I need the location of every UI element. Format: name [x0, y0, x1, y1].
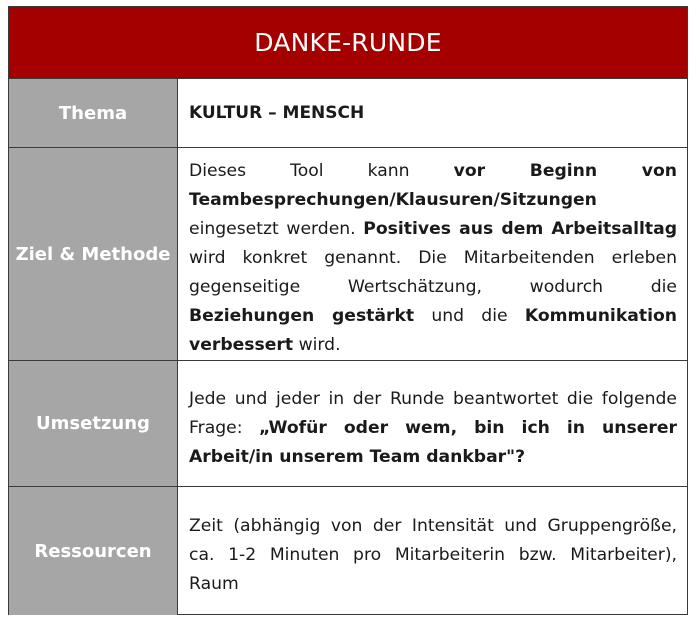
- thema-text: KULTUR – MENSCH: [189, 102, 365, 123]
- ressourcen-text: Zeit (abhängig von der Intensität und Gruppengröße, ca. 1-2 Minuten pro Mitarbeiterin bzw. Mitarbeiter), Raum: [189, 516, 677, 594]
- ziel-text-1: Dieses Tool kann: [189, 161, 454, 181]
- row-ressourcen: [9, 487, 687, 615]
- ziel-text-2: eingesetzt werden.: [189, 219, 364, 239]
- content-ziel-methode: [178, 148, 687, 360]
- umsetzung-text: [189, 385, 677, 472]
- ziel-bold-beziehungen: Beziehungen gestärkt: [189, 306, 415, 326]
- label-umsetzung: Umsetzung: [9, 361, 178, 486]
- ziel-methode-text: [189, 157, 677, 360]
- content-umsetzung: [178, 361, 687, 486]
- ziel-text-5: wird.: [293, 335, 341, 355]
- label-ressourcen: Ressourcen: [9, 487, 178, 615]
- row-thema: [9, 79, 687, 148]
- content-thema: [178, 79, 687, 147]
- ziel-text-3: wird konkret genannt. Die Mitarbeitenden erleben gegenseitige Wertschätzung, wodurch die: [189, 248, 677, 297]
- ziel-bold-timing: vor Beginn von Teambesprechungen/Klausuren/Sitzungen: [189, 161, 677, 210]
- label-thema: Thema: [9, 79, 178, 147]
- method-card: [8, 6, 688, 615]
- card-title: DANKE-RUNDE: [9, 7, 687, 79]
- row-ziel-methode: [9, 148, 687, 361]
- ziel-bold-kommunikation: Kommunikation verbessert: [189, 306, 677, 355]
- content-ressourcen: [178, 487, 687, 615]
- umsetzung-question: „Wofür oder wem, bin ich in unserer Arbeit/in unserem Team dankbar"?: [189, 417, 677, 467]
- row-umsetzung: [9, 361, 687, 487]
- label-ziel-methode: Ziel & Methode: [9, 148, 178, 360]
- ziel-bold-positives: Positives aus dem Arbeitsalltag: [363, 219, 678, 239]
- umsetzung-text-1: Jede und jeder in der Runde beantwortet die folgende Frage:: [189, 388, 677, 438]
- ziel-text-4: und die: [414, 306, 525, 326]
